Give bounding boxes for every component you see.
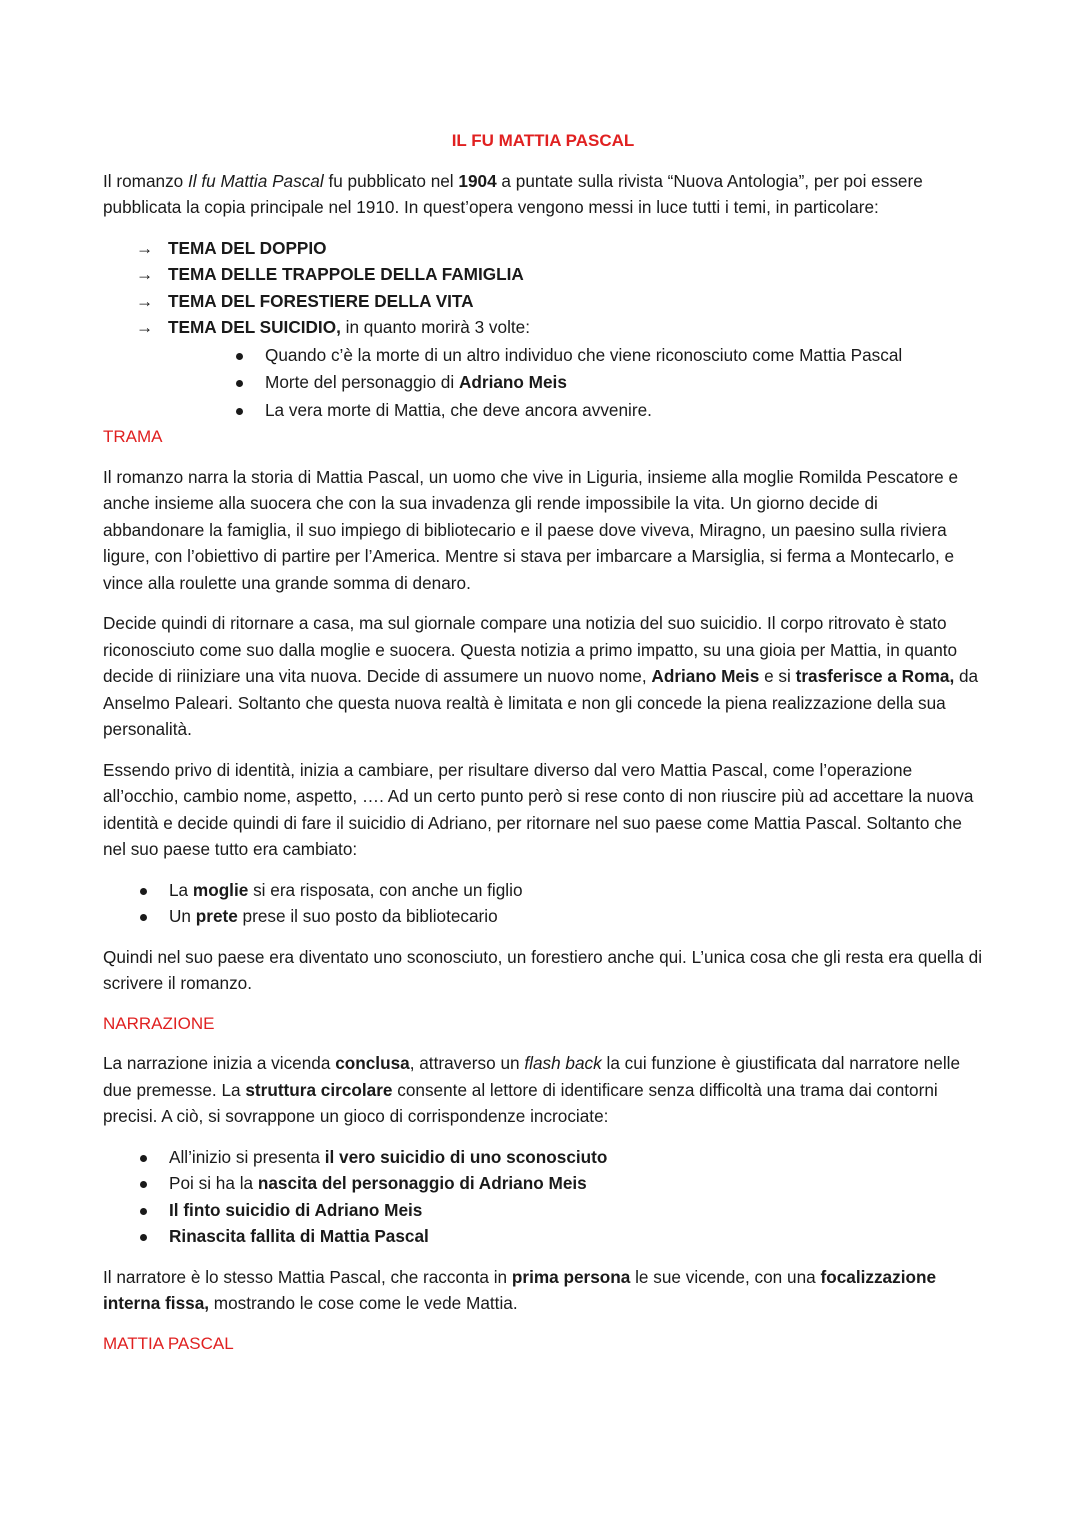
list-item: Quando c’è la morte di un altro individuo che viene riconosciuto come Mattia Pascal <box>232 342 983 370</box>
list-item: Il finto suicidio di Adriano Meis <box>136 1197 983 1224</box>
theme-item: → TEMA DEL FORESTIERE DELLA VITA <box>136 288 983 315</box>
changes-list <box>136 877 983 930</box>
document-title: IL FU MATTIA PASCAL <box>451 131 635 150</box>
bullet-icon <box>236 408 243 415</box>
bullet-icon <box>140 1234 147 1241</box>
list-item: Morte del personaggio di Adriano Meis <box>232 369 983 397</box>
bullet-icon <box>140 888 147 895</box>
theme-item-suicide: → TEMA DEL SUICIDIO, in quanto morirà 3 volte: Quando c’è la morte di un altro individuo che viene riconosciuto come Mattia Pascal Morte del personaggio di Adriano Meis La vera morte di Mattia, che deve ancora avvenire. <box>136 314 983 424</box>
list-item: La vera morte di Mattia, che deve ancora avvenire. <box>232 397 983 425</box>
bullet-icon <box>140 1208 147 1215</box>
correspondences-list <box>136 1144 983 1250</box>
deaths-list <box>232 342 983 425</box>
list-item: Rinascita fallita di Mattia Pascal <box>136 1223 983 1250</box>
section-heading-trama: TRAMA <box>103 427 163 446</box>
bullet-icon <box>236 380 243 387</box>
list-item: All’inizio si presenta il vero suicidio di uno sconosciuto <box>136 1144 983 1171</box>
narrazione-paragraph: Il narratore è lo stesso Mattia Pascal, che racconta in prima persona le sue vicende, con una focalizzazione interna fissa, mostrando le cose come le vede Mattia. <box>103 1266 937 1313</box>
document-page <box>103 128 983 1370</box>
bullet-icon <box>140 914 147 921</box>
theme-item: → TEMA DEL DOPPIO <box>136 235 983 262</box>
arrow-right-icon: → <box>136 237 154 258</box>
year-1904: 1904 <box>458 170 497 191</box>
arrow-right-icon: → <box>136 290 154 311</box>
bullet-icon <box>140 1155 147 1162</box>
trama-paragraph: Decide quindi di ritornare a casa, ma sul giornale compare una notizia del suo suicidio. Il corpo ritrovato è stato riconosciuto come suo dalla moglie e suocera. Questa notizia a primo impatto, su una gioia per Mattia, in quanto decide di riiniziare una vita nuova. Decide di assumere un nuovo nome, Adriano Meis e si trasferisce a Roma, da Anselmo Paleari. Soltanto che questa nuova realtà è limitata e non gli concede la piena realizzazione della sua personalità. <box>103 613 979 739</box>
narrazione-paragraph: La narrazione inizia a vicenda conclusa, attraverso un flash back la cui funzione è giustificata dal narratore nelle due premesse. La struttura circolare consente al lettore di identificare senza difficoltà una trama dai contorni precisi. A ciò, si sovrappone un gioco di corrispondenze incrociate: <box>103 1053 961 1126</box>
list-item: Poi si ha la nascita del personaggio di Adriano Meis <box>136 1170 983 1197</box>
trama-paragraph: Il romanzo narra la storia di Mattia Pascal, un uomo che vive in Liguria, insieme alla moglie Romilda Pescatore e anche insieme alla suocera che con la sua invadenza gli rende impossibile la vita. Un giorno decide di abbandonare la famiglia, il suo impiego di bibliotecario e il paese dove viveva, Miragno, un paesino sulla riviera ligure, con l’obiettivo di partire per l’America. Mentre si stava per imbarcare a Marsiglia, si ferma a Montecarlo, e vince alla roulette una grande somma di denaro. <box>103 466 959 593</box>
section-heading-mattia-pascal: MATTIA PASCAL <box>103 1333 234 1353</box>
novel-title-italic: Il fu Mattia Pascal <box>188 170 324 191</box>
list-item: La moglie si era risposata, con anche un figlio <box>136 877 983 904</box>
arrow-right-icon: → <box>136 317 154 337</box>
section-heading-narrazione: NARRAZIONE <box>103 1013 215 1033</box>
trama-paragraph: Quindi nel suo paese era diventato uno sconosciuto, un forestiero anche qui. L’unica cosa che gli resta era quella di scrivere il romanzo. <box>103 946 983 993</box>
intro-paragraph: Il romanzo Il fu Mattia Pascal fu pubblicato nel 1904 a puntate sulla rivista “Nuova Antologia”, per poi essere pubblicata la copia principale nel 1910. In quest’opera vengono messi in luce tutti i temi, in particolare: <box>103 170 923 217</box>
bullet-icon <box>140 1181 147 1188</box>
arrow-right-icon: → <box>136 264 154 284</box>
bullet-icon <box>236 353 243 360</box>
list-item: Un prete prese il suo posto da bibliotecario <box>136 903 983 930</box>
themes-list <box>136 235 983 425</box>
theme-item: → TEMA DELLE TRAPPOLE DELLA FAMIGLIA <box>136 261 983 288</box>
trama-paragraph: Essendo privo di identità, inizia a cambiare, per risultare diverso dal vero Mattia Pascal, come l’operazione all’occhio, cambio nome, aspetto, …. Ad un certo punto però si rese conto di non riuscire più ad accettare la nuova identità e decide quindi di fare il suicidio di Adriano, per ritornare nel suo paese come Mattia Pascal. Soltanto che nel suo paese tutto era cambiato: <box>103 759 974 859</box>
